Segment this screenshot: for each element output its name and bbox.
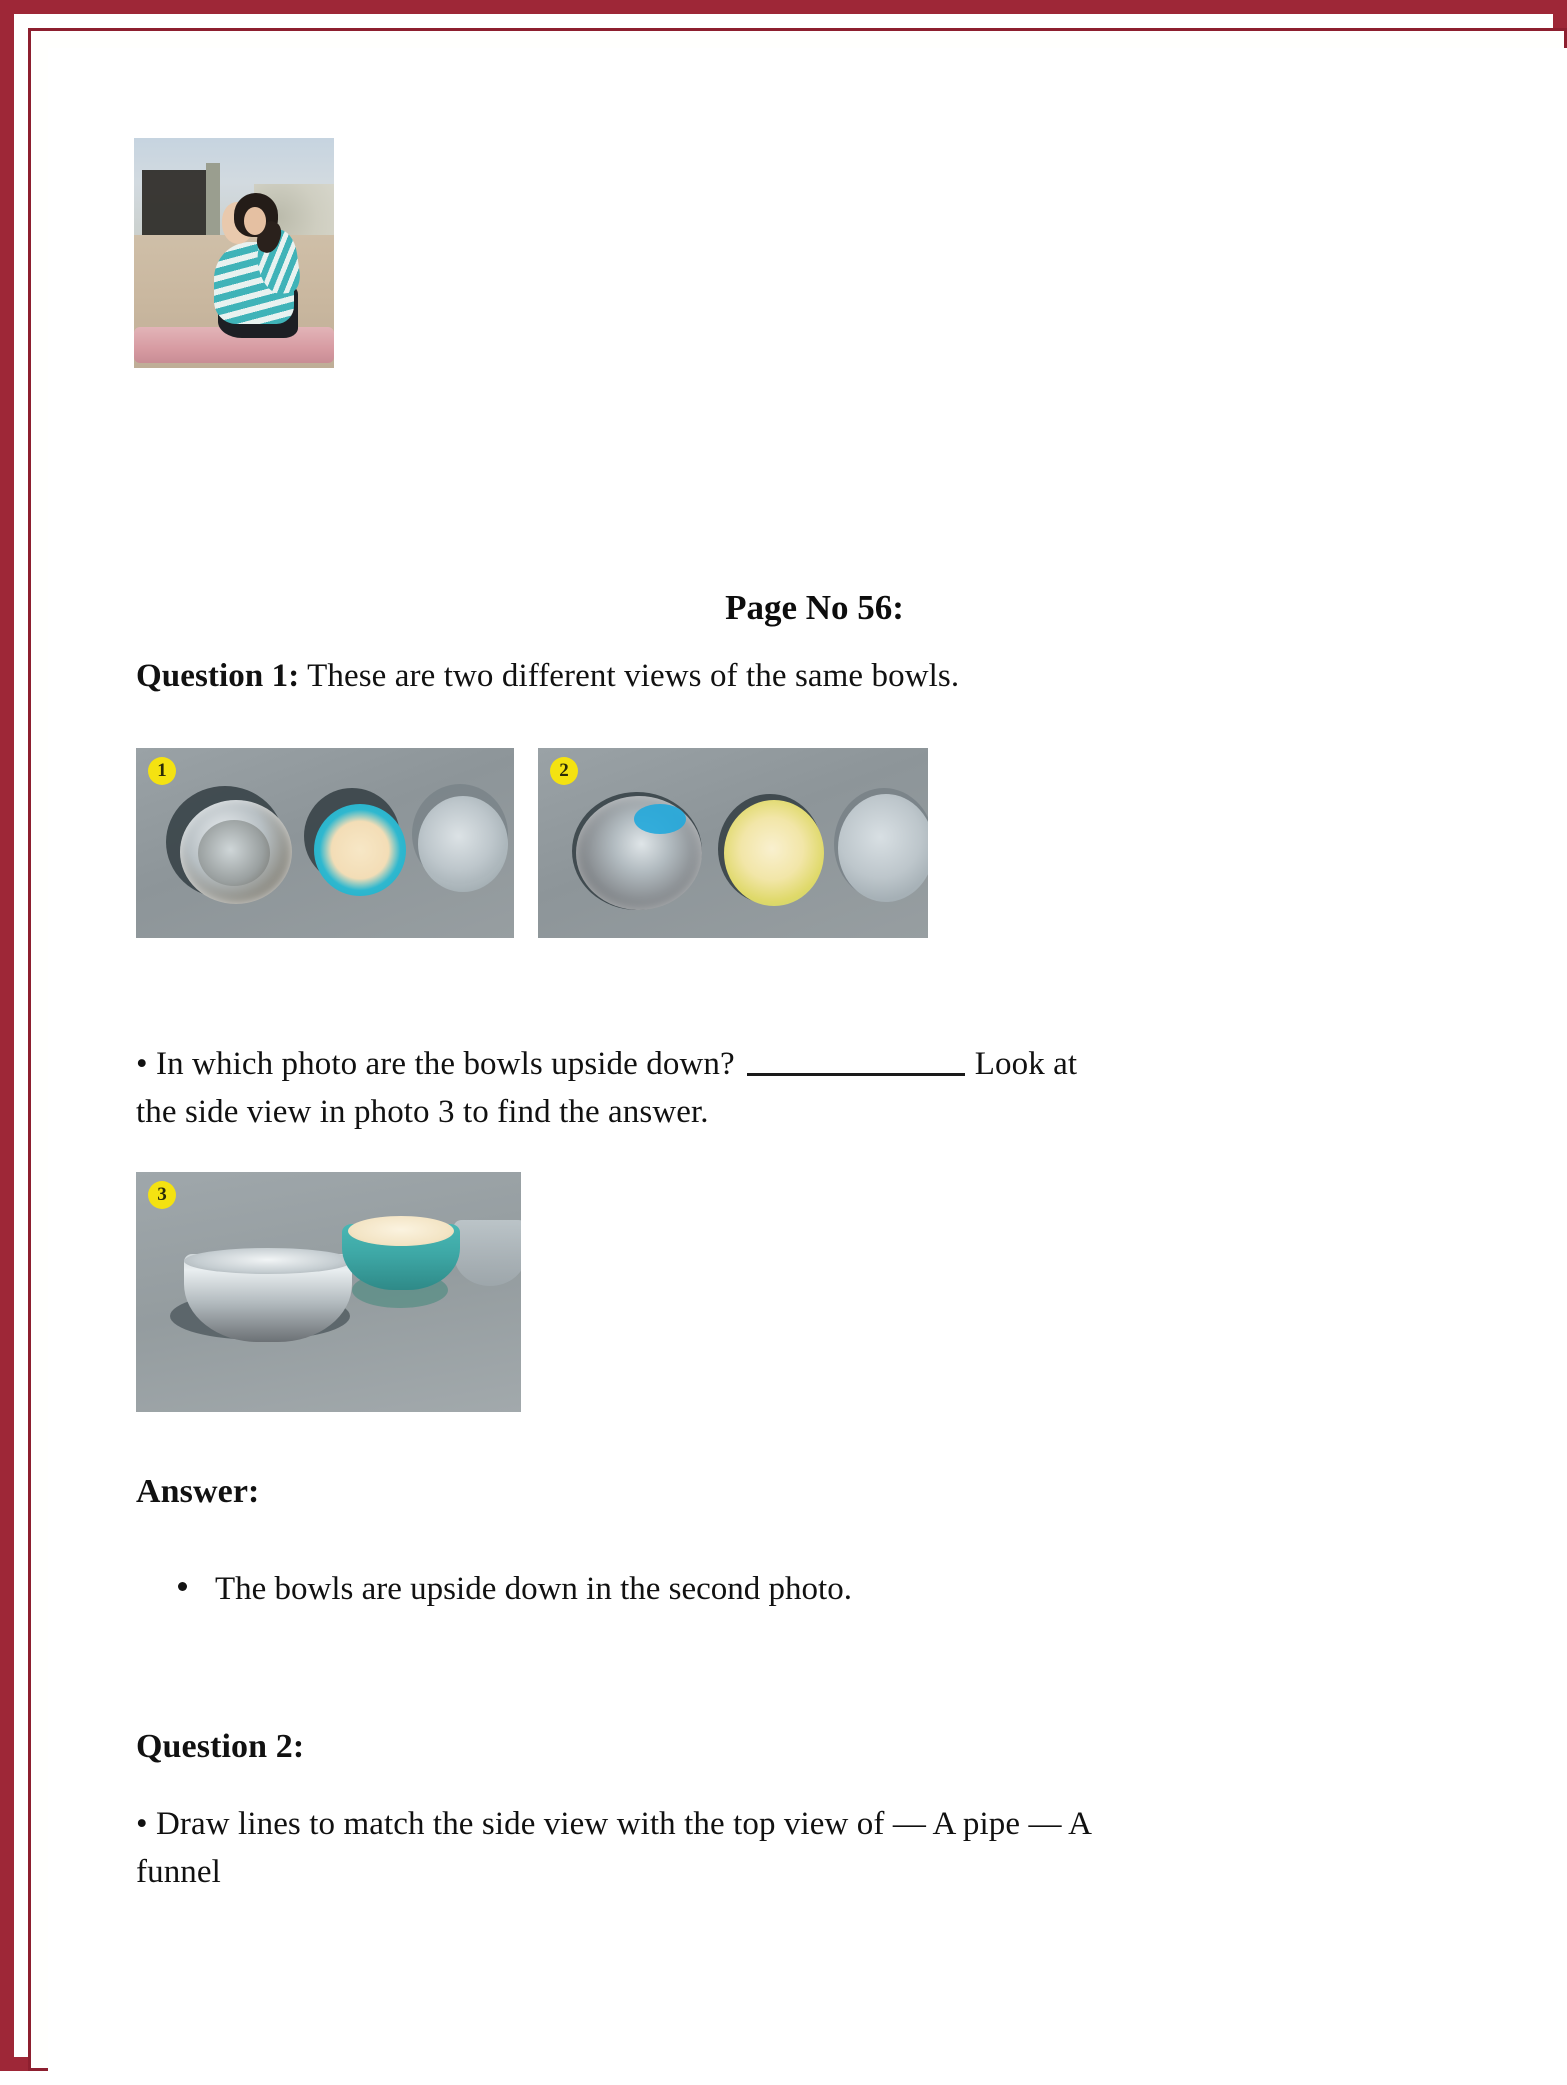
question-1-bullet-line2: the side view in photo 3 to find the answer.	[136, 1094, 709, 1130]
question-1-bullet-part2: Look at	[974, 1046, 1078, 1082]
bullet-dot-icon	[178, 1582, 187, 1591]
question-1-text: These are two different views of the same bowls.	[299, 658, 960, 694]
question-2-line1: • Draw lines to match the side view with the top view of — A pipe — A	[136, 1806, 1093, 1842]
photo-badge-3: 3	[148, 1181, 176, 1209]
glass-bowl-inverted	[838, 794, 928, 902]
steel-bowl-inner	[198, 820, 270, 886]
question-1-bullet-part1: • In which photo are the bowls upside down?	[136, 1046, 735, 1082]
photo-badge-1: 1	[148, 757, 176, 785]
page-title: Page No 56:	[725, 588, 904, 627]
answer-list-item	[178, 1566, 1478, 1612]
glass-bowl-top	[418, 796, 508, 892]
blue-bowl-top	[314, 804, 406, 896]
answer-heading: Answer:	[136, 1473, 260, 1510]
page-content	[48, 48, 1567, 2085]
question-1-bullet	[136, 1040, 1516, 1136]
answer-item-text: The bowls are upside down in the second photo.	[215, 1571, 852, 1607]
photo-wall	[142, 170, 208, 239]
photo-person-hand	[244, 207, 266, 235]
bowls-side-view-photo	[136, 1172, 521, 1412]
question-2-line2: funnel	[136, 1854, 221, 1890]
teal-bowl-contents	[348, 1216, 454, 1246]
page-border-inner	[28, 28, 1567, 2071]
photo-wall-edge	[206, 163, 220, 241]
steel-bowl-rim	[184, 1248, 352, 1274]
yellow-bowl-inverted	[724, 800, 824, 906]
steel-bowl-blue-reflection	[634, 804, 686, 834]
question-2-heading: Question 2:	[136, 1728, 305, 1765]
question-1-label: Question 1:	[136, 658, 300, 694]
question-1-statement	[136, 652, 1516, 700]
question-2-body	[136, 1800, 1446, 1896]
glass-bowl-side	[454, 1220, 521, 1286]
answer-blank-line[interactable]	[747, 1072, 965, 1076]
bowls-top-view-photo	[136, 748, 514, 938]
yoga-pose-photo	[134, 138, 334, 368]
photo-badge-2: 2	[550, 757, 578, 785]
bowls-upside-down-photo	[538, 748, 928, 938]
